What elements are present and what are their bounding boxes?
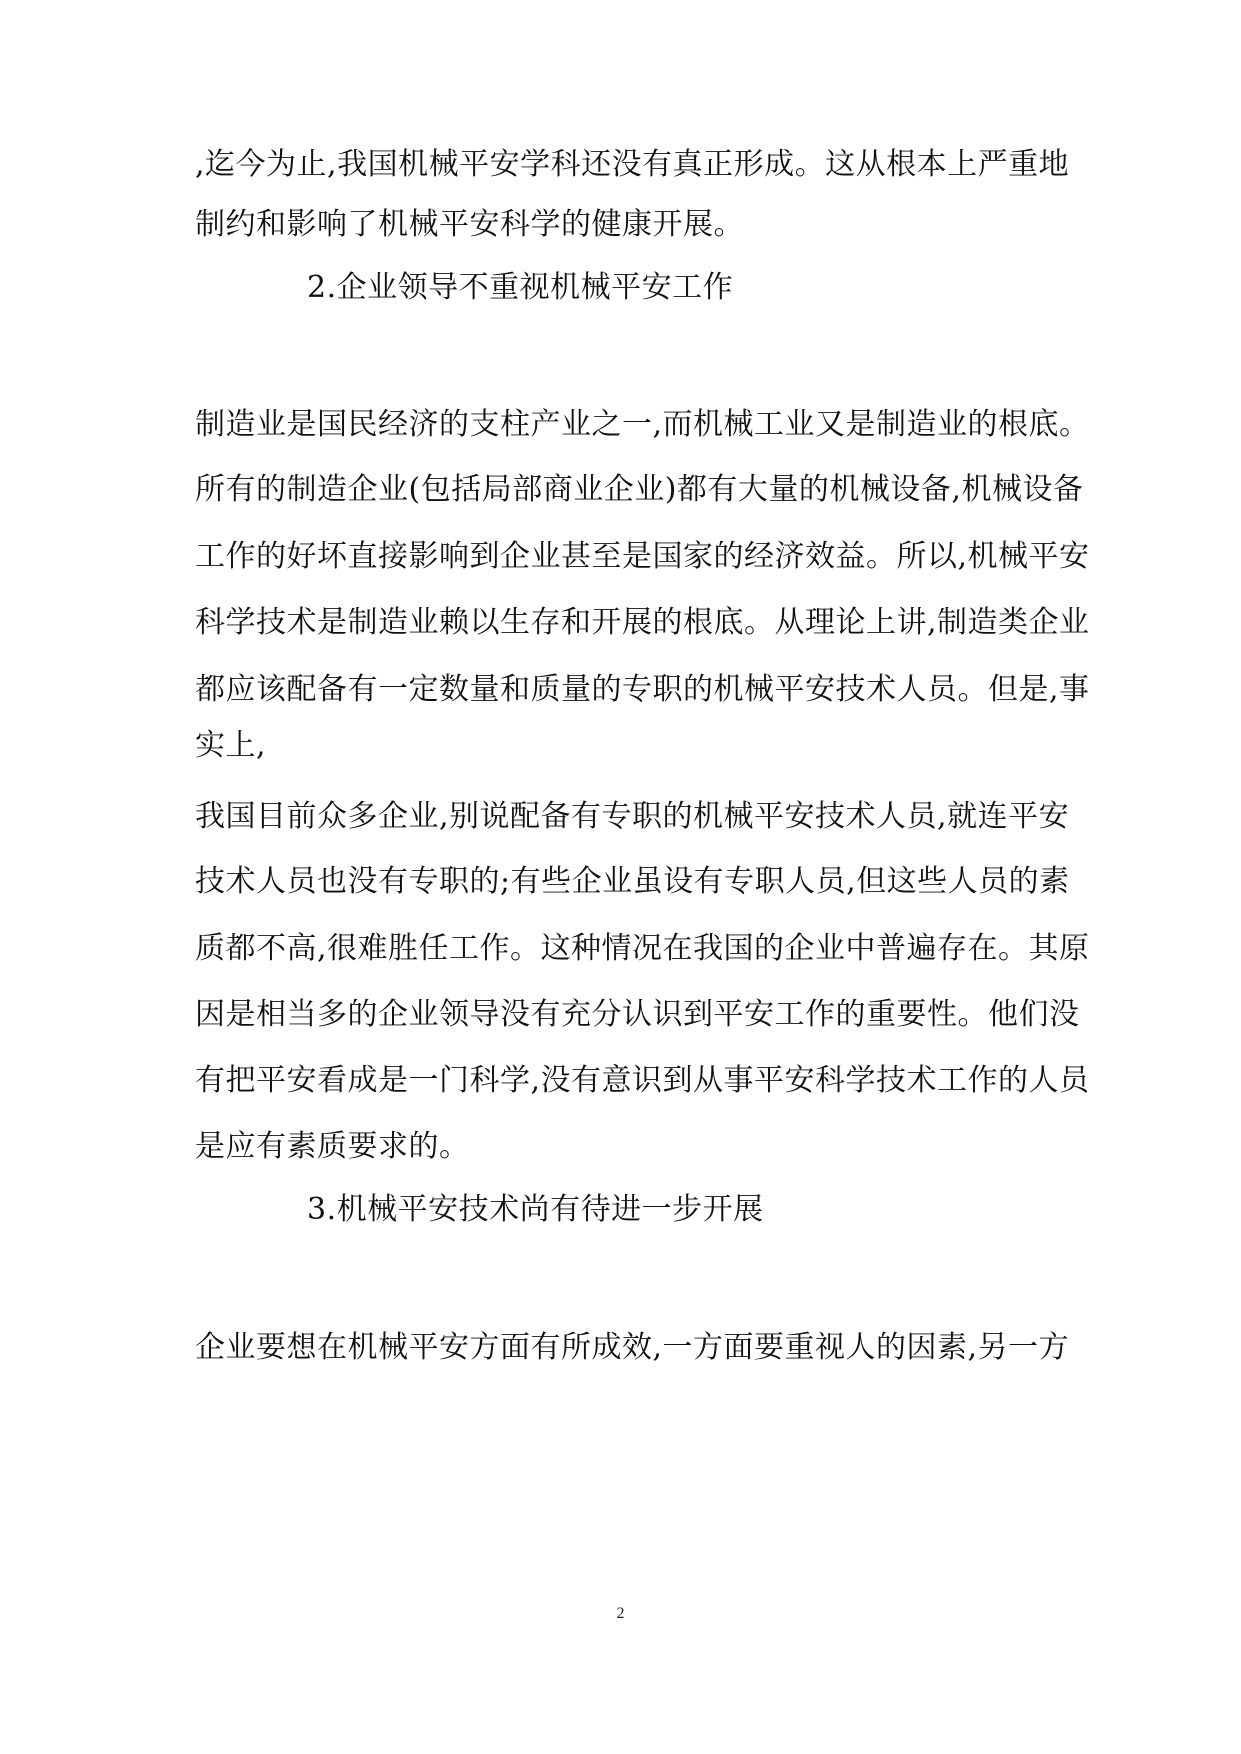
- page-number: 2: [616, 1605, 625, 1622]
- body-text-line: 是应有素质要求的。: [195, 1129, 470, 1164]
- body-text-line: 实上,: [195, 728, 267, 763]
- body-text-line: 科学技术是制造业赖以生存和开展的根底。从理论上讲,制造类企业: [195, 605, 1090, 640]
- body-text-line: 制约和影响了机械平安科学的健康开展。: [195, 207, 744, 242]
- body-text-line: 技术人员也没有专职的;有些企业虽设有专职人员,但这些人员的素: [195, 864, 1070, 899]
- body-text-line: 工作的好坏直接影响到企业甚至是国家的经济效益。所以,机械平安: [195, 539, 1090, 574]
- section-heading: 3.机械平安技术尚有待进一步开展: [307, 1192, 764, 1227]
- body-text-line: 质都不高,很难胜任工作。这种情况在我国的企业中普遍存在。其原: [195, 931, 1090, 966]
- body-text-line: 我国目前众多企业,别说配备有专职的机械平安技术人员,就连平安: [195, 799, 1070, 834]
- body-text-line: 都应该配备有一定数量和质量的专职的机械平安技术人员。但是,事: [195, 672, 1090, 707]
- body-text-line: 因是相当多的企业领导没有充分认识到平安工作的重要性。他们没: [195, 997, 1080, 1032]
- body-text-line: 制造业是国民经济的支柱产业之一,而机械工业又是制造业的根底。: [195, 407, 1090, 442]
- body-text-line: 所有的制造企业(包括局部商业企业)都有大量的机械设备,机械设备: [195, 472, 1084, 507]
- section-heading: 2.企业领导不重视机械平安工作: [307, 270, 734, 305]
- body-text-line: 有把平安看成是一门科学,没有意识到从事平安科学技术工作的人员: [195, 1063, 1090, 1098]
- body-text-line: 企业要想在机械平安方面有所成效,一方面要重视人的因素,另一方: [195, 1330, 1070, 1365]
- body-text-line: ,迄今为止,我国机械平安学科还没有真正形成。这从根本上严重地: [195, 147, 1070, 182]
